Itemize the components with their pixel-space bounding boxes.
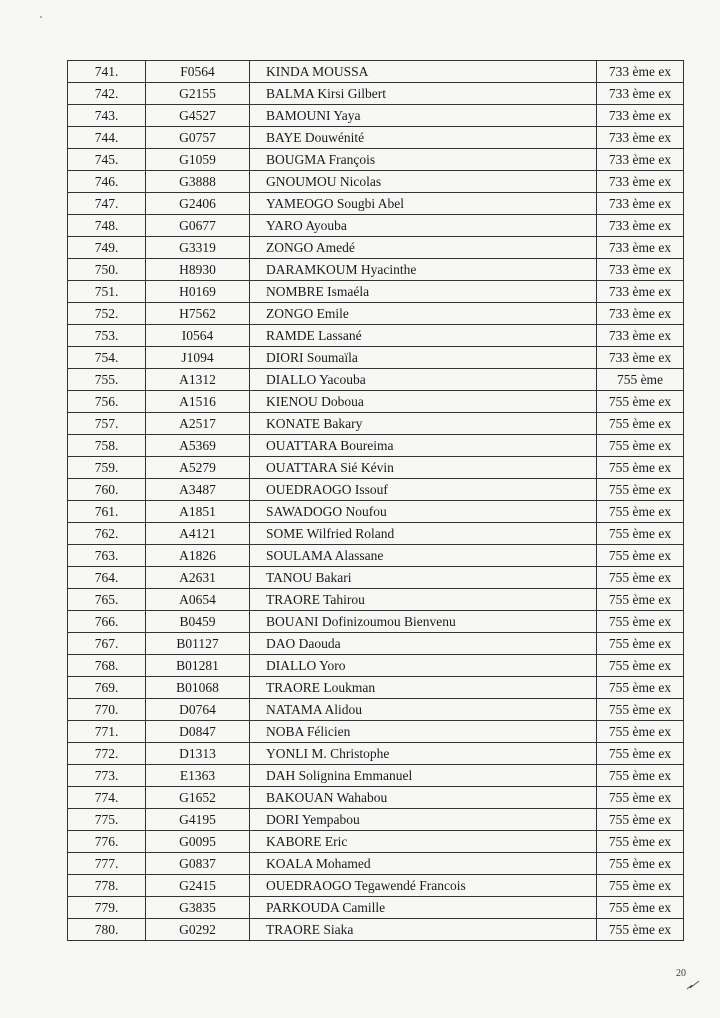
candidate-id: G3319 [146, 237, 250, 259]
candidate-rank: 733 ème ex [597, 193, 684, 215]
table-row [68, 765, 684, 787]
candidate-id: G3835 [146, 897, 250, 919]
row-number: 763. [68, 545, 146, 567]
row-number: 779. [68, 897, 146, 919]
candidate-rank: 733 ème ex [597, 259, 684, 281]
row-number: 764. [68, 567, 146, 589]
candidate-name: BAMOUNI Yaya [250, 105, 597, 127]
table-row [68, 105, 684, 127]
candidate-name: ZONGO Emile [250, 303, 597, 325]
candidate-rank: 755 ème ex [597, 567, 684, 589]
row-number: 743. [68, 105, 146, 127]
scan-speck [40, 16, 42, 18]
candidate-rank: 755 ème ex [597, 721, 684, 743]
candidate-name: DAH Solignina Emmanuel [250, 765, 597, 787]
candidate-rank: 755 ème ex [597, 545, 684, 567]
table-row [68, 83, 684, 105]
candidate-rank: 755 ème ex [597, 765, 684, 787]
table-row [68, 325, 684, 347]
table-row [68, 369, 684, 391]
candidate-rank: 733 ème ex [597, 149, 684, 171]
candidate-id: B01281 [146, 655, 250, 677]
candidate-name: DIALLO Yacouba [250, 369, 597, 391]
table-row [68, 567, 684, 589]
candidate-name: SOME Wilfried Roland [250, 523, 597, 545]
row-number: 752. [68, 303, 146, 325]
candidate-name: KONATE Bakary [250, 413, 597, 435]
candidate-rank: 755 ème ex [597, 875, 684, 897]
candidate-name: TRAORE Siaka [250, 919, 597, 941]
row-number: 761. [68, 501, 146, 523]
table-row [68, 281, 684, 303]
row-number: 774. [68, 787, 146, 809]
candidate-name: BOUGMA François [250, 149, 597, 171]
table-row [68, 479, 684, 501]
candidate-rank: 733 ème ex [597, 83, 684, 105]
candidate-rank: 755 ème ex [597, 501, 684, 523]
candidate-name: BAYE Douwénité [250, 127, 597, 149]
candidate-rank: 755 ème ex [597, 391, 684, 413]
results-table [67, 60, 684, 941]
candidate-rank: 733 ème ex [597, 171, 684, 193]
candidate-name: NOMBRE Ismaéla [250, 281, 597, 303]
row-number: 775. [68, 809, 146, 831]
candidate-id: G4195 [146, 809, 250, 831]
row-number: 742. [68, 83, 146, 105]
candidate-name: KIENOU Doboua [250, 391, 597, 413]
candidate-id: F0564 [146, 61, 250, 83]
table-row [68, 655, 684, 677]
candidate-id: A4121 [146, 523, 250, 545]
row-number: 756. [68, 391, 146, 413]
candidate-name: YARO Ayouba [250, 215, 597, 237]
candidate-id: G2415 [146, 875, 250, 897]
row-number: 762. [68, 523, 146, 545]
candidate-rank: 755 ème ex [597, 655, 684, 677]
candidate-id: A1826 [146, 545, 250, 567]
candidate-id: A5369 [146, 435, 250, 457]
candidate-name: OUEDRAOGO Tegawendé Francois [250, 875, 597, 897]
candidate-rank: 755 ème ex [597, 611, 684, 633]
candidate-id: G0757 [146, 127, 250, 149]
table-row [68, 347, 684, 369]
candidate-name: ZONGO Amedé [250, 237, 597, 259]
row-number: 748. [68, 215, 146, 237]
candidate-name: DIORI Soumaïla [250, 347, 597, 369]
table-row [68, 149, 684, 171]
candidate-rank: 755 ème ex [597, 633, 684, 655]
candidate-name: OUEDRAOGO Issouf [250, 479, 597, 501]
table-row [68, 215, 684, 237]
table-row [68, 61, 684, 83]
row-number: 776. [68, 831, 146, 853]
candidate-name: KOALA Mohamed [250, 853, 597, 875]
row-number: 768. [68, 655, 146, 677]
table-row [68, 897, 684, 919]
candidate-rank: 733 ème ex [597, 215, 684, 237]
candidate-id: G1652 [146, 787, 250, 809]
candidate-rank: 755 ème ex [597, 457, 684, 479]
table-row [68, 699, 684, 721]
row-number: 759. [68, 457, 146, 479]
candidate-rank: 755 ème ex [597, 743, 684, 765]
candidate-id: D0764 [146, 699, 250, 721]
table-row [68, 787, 684, 809]
row-number: 778. [68, 875, 146, 897]
candidate-rank: 733 ème ex [597, 237, 684, 259]
candidate-name: YAMEOGO Sougbi Abel [250, 193, 597, 215]
table-row [68, 259, 684, 281]
candidate-id: G2406 [146, 193, 250, 215]
row-number: 745. [68, 149, 146, 171]
row-number: 750. [68, 259, 146, 281]
candidate-rank: 755 ème ex [597, 809, 684, 831]
table-row [68, 127, 684, 149]
row-number: 753. [68, 325, 146, 347]
row-number: 747. [68, 193, 146, 215]
candidate-name: NOBA Félicien [250, 721, 597, 743]
table-row [68, 391, 684, 413]
row-number: 758. [68, 435, 146, 457]
table-row [68, 633, 684, 655]
row-number: 749. [68, 237, 146, 259]
table-row [68, 853, 684, 875]
table-row [68, 457, 684, 479]
candidate-rank: 733 ème ex [597, 281, 684, 303]
candidate-name: KABORE Eric [250, 831, 597, 853]
candidate-id: G1059 [146, 149, 250, 171]
candidate-id: G0095 [146, 831, 250, 853]
candidate-name: TANOU Bakari [250, 567, 597, 589]
table-row [68, 171, 684, 193]
candidate-id: G3888 [146, 171, 250, 193]
initials-mark-icon [686, 980, 700, 990]
candidate-rank: 755 ème ex [597, 435, 684, 457]
table-row [68, 875, 684, 897]
candidate-name: RAMDE Lassané [250, 325, 597, 347]
row-number: 767. [68, 633, 146, 655]
candidate-name: NATAMA Alidou [250, 699, 597, 721]
row-number: 765. [68, 589, 146, 611]
table-row [68, 303, 684, 325]
results-table-body [68, 61, 684, 941]
candidate-rank: 755 ème ex [597, 787, 684, 809]
row-number: 755. [68, 369, 146, 391]
candidate-rank: 755 ème ex [597, 589, 684, 611]
table-row [68, 237, 684, 259]
candidate-rank: 755 ème [597, 369, 684, 391]
candidate-name: PARKOUDA Camille [250, 897, 597, 919]
candidate-rank: 755 ème ex [597, 853, 684, 875]
candidate-name: OUATTARA Boureima [250, 435, 597, 457]
candidate-rank: 733 ème ex [597, 127, 684, 149]
candidate-rank: 755 ème ex [597, 523, 684, 545]
row-number: 760. [68, 479, 146, 501]
candidate-id: I0564 [146, 325, 250, 347]
candidate-rank: 755 ème ex [597, 677, 684, 699]
candidate-rank: 755 ème ex [597, 897, 684, 919]
row-number: 751. [68, 281, 146, 303]
candidate-id: A5279 [146, 457, 250, 479]
page-number: 20 [676, 968, 686, 979]
candidate-id: A0654 [146, 589, 250, 611]
row-number: 746. [68, 171, 146, 193]
table-row [68, 677, 684, 699]
table-row [68, 589, 684, 611]
candidate-rank: 755 ème ex [597, 831, 684, 853]
row-number: 777. [68, 853, 146, 875]
row-number: 780. [68, 919, 146, 941]
candidate-rank: 733 ème ex [597, 347, 684, 369]
candidate-rank: 755 ème ex [597, 919, 684, 941]
candidate-name: DIALLO Yoro [250, 655, 597, 677]
candidate-rank: 755 ème ex [597, 699, 684, 721]
row-number: 766. [68, 611, 146, 633]
row-number: 757. [68, 413, 146, 435]
candidate-id: B01068 [146, 677, 250, 699]
candidate-id: D0847 [146, 721, 250, 743]
table-row [68, 611, 684, 633]
candidate-rank: 733 ème ex [597, 325, 684, 347]
candidate-id: D1313 [146, 743, 250, 765]
candidate-rank: 755 ème ex [597, 413, 684, 435]
row-number: 754. [68, 347, 146, 369]
candidate-rank: 733 ème ex [597, 105, 684, 127]
table-row [68, 743, 684, 765]
candidate-name: TRAORE Tahirou [250, 589, 597, 611]
table-row [68, 501, 684, 523]
candidate-id: A2631 [146, 567, 250, 589]
candidate-id: H7562 [146, 303, 250, 325]
table-row [68, 545, 684, 567]
candidate-id: G0292 [146, 919, 250, 941]
candidate-name: DARAMKOUM Hyacinthe [250, 259, 597, 281]
candidate-name: KINDA MOUSSA [250, 61, 597, 83]
candidate-name: SOULAMA Alassane [250, 545, 597, 567]
table-row [68, 523, 684, 545]
candidate-id: J1094 [146, 347, 250, 369]
candidate-name: BAKOUAN Wahabou [250, 787, 597, 809]
table-row [68, 809, 684, 831]
candidate-name: YONLI M. Christophe [250, 743, 597, 765]
row-number: 741. [68, 61, 146, 83]
candidate-id: B0459 [146, 611, 250, 633]
row-number: 772. [68, 743, 146, 765]
candidate-name: BALMA Kirsi Gilbert [250, 83, 597, 105]
row-number: 744. [68, 127, 146, 149]
candidate-id: A1851 [146, 501, 250, 523]
row-number: 771. [68, 721, 146, 743]
table-row [68, 193, 684, 215]
candidate-id: A1516 [146, 391, 250, 413]
table-row [68, 831, 684, 853]
candidate-name: TRAORE Loukman [250, 677, 597, 699]
candidate-id: E1363 [146, 765, 250, 787]
table-row [68, 919, 684, 941]
candidate-id: A3487 [146, 479, 250, 501]
candidate-rank: 755 ème ex [597, 479, 684, 501]
candidate-name: OUATTARA Sié Kévin [250, 457, 597, 479]
candidate-id: B01127 [146, 633, 250, 655]
candidate-name: BOUANI Dofinizoumou Bienvenu [250, 611, 597, 633]
row-number: 773. [68, 765, 146, 787]
candidate-id: A2517 [146, 413, 250, 435]
candidate-rank: 733 ème ex [597, 61, 684, 83]
candidate-id: H0169 [146, 281, 250, 303]
candidate-id: G4527 [146, 105, 250, 127]
row-number: 769. [68, 677, 146, 699]
candidate-name: DORI Yempabou [250, 809, 597, 831]
table-row [68, 435, 684, 457]
row-number: 770. [68, 699, 146, 721]
candidate-id: G2155 [146, 83, 250, 105]
candidate-id: H8930 [146, 259, 250, 281]
candidate-id: G0837 [146, 853, 250, 875]
candidate-name: GNOUMOU Nicolas [250, 171, 597, 193]
table-row [68, 721, 684, 743]
candidate-name: DAO Daouda [250, 633, 597, 655]
candidate-name: SAWADOGO Noufou [250, 501, 597, 523]
candidate-id: G0677 [146, 215, 250, 237]
candidate-rank: 733 ème ex [597, 303, 684, 325]
table-row [68, 413, 684, 435]
candidate-id: A1312 [146, 369, 250, 391]
